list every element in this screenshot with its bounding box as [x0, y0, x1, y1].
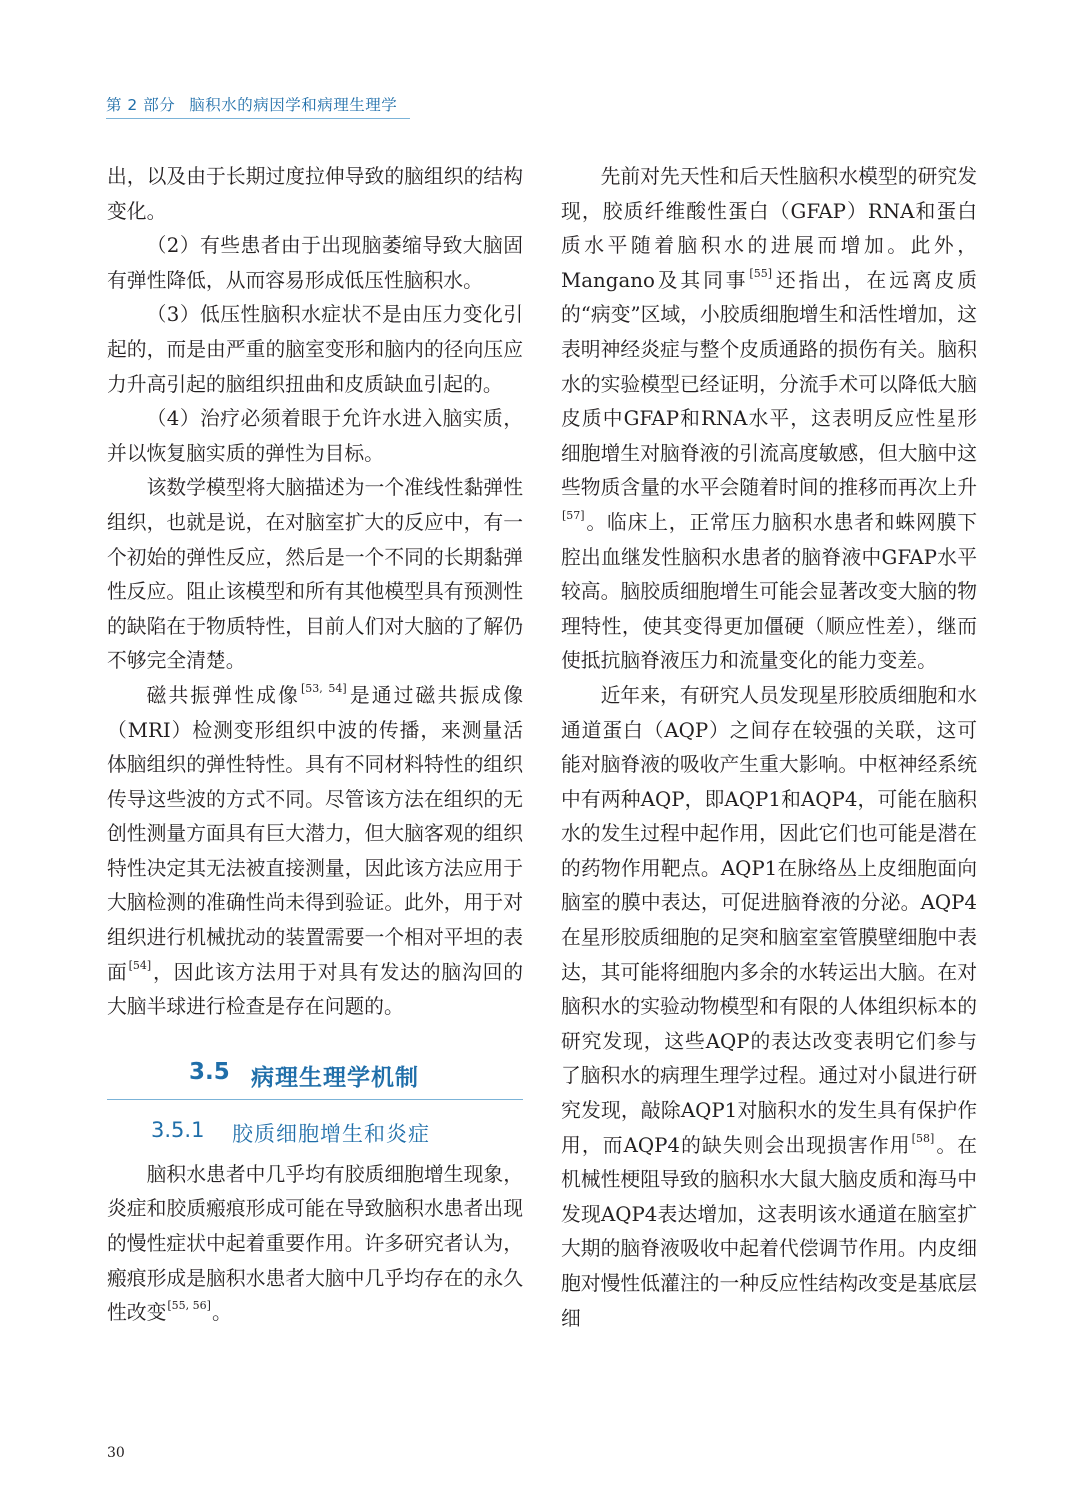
text-run: 。在机械性梗阻导致的脑积水大鼠大脑皮质和海马中发现AQP4表达增加，这表明该水通道在脑室扩大期的脑脊液吸收中起着代偿调节作用。内皮细胞对慢性低灌注的一种反应性结构改变是基底层细 — [561, 1133, 977, 1330]
right-column — [561, 160, 977, 1336]
list-item: （2）有些患者由于出现脑萎缩导致大脑固有弹性降低，从而容易形成低压性脑积水。 — [107, 234, 523, 292]
text-run: 脑积水患者中几乎均有胶质细胞增生现象，炎症和胶质瘢痕形成可能在导致脑积水患者出现的慢性症状中起着重要作用。许多研究者认为，瘢痕形成是脑积水患者大脑中几乎均存在的永久性改变 — [107, 1162, 523, 1325]
list-item: （3）低压性脑积水症状不是由压力变化引起的，而是由严重的脑室变形和脑内的径向压应力升高引起的脑组织扭曲和皮质缺血引起的。 — [107, 303, 523, 396]
text-run: 先前对先天性和后天性脑积水模型的研究发现，胶质纤维酸性蛋白（GFAP）RNA和蛋白质水平随着脑积水的进展而增加。此外，Mangano及其同事 — [561, 165, 977, 292]
header-rule — [106, 118, 410, 119]
citation: [54] — [128, 958, 152, 972]
header-title: 脑积水的病因学和病理生理学 — [189, 96, 398, 114]
citation: [58] — [911, 1131, 935, 1145]
paragraph — [107, 1158, 523, 1331]
text-run: 还指出，在远离皮质的“病变”区域，小胶质细胞增生和活性增加，这表明神经炎症与整个皮质通路的损伤有关。脑积水的实验模型已经证明，分流手术可以降低大脑皮质中GFAP和RNA水平，这表明反应性星形细胞增生对脑脊液的引流高度敏感，但大脑中这些物质含量的水平会随着时间的推移而再次上升 — [561, 268, 977, 500]
running-header — [106, 93, 397, 115]
paragraph: 该数学模型将大脑描述为一个准线性黏弹性组织，也就是说，在对脑室扩大的反应中，有一个初始的弹性反应，然后是一个不同的长期黏弹性反应。阻止该模型和所有其他模型具有预测性的缺陷在于物质特性，目前人们对大脑的了解仍不够完全清楚。 — [107, 476, 523, 673]
citation: [53, 54] — [300, 681, 347, 695]
section-title: 病理生理学机制 — [251, 1064, 419, 1091]
subsection-title: 胶质细胞增生和炎症 — [232, 1121, 430, 1146]
list-item: （4）治疗必须着眼于允许水进入脑实质，并以恢复脑实质的弹性为目标。 — [107, 407, 523, 465]
subsection-number: 3.5.1 — [151, 1117, 205, 1142]
section-heading — [107, 1055, 523, 1100]
citation: [55] — [749, 266, 773, 280]
text-run: 磁共振弹性成像 — [146, 683, 300, 707]
text-run: 。临床上，正常压力脑积水患者和蛛网膜下腔出血继发性脑积水患者的脑脊液中GFAP水平较高。脑胶质细胞增生可能会显著改变大脑的物理特性，使其变得更加僵硬（顺应性差），继而使抵抗脑脊液压力和流量变化的能力变差。 — [561, 510, 977, 673]
paragraph — [107, 679, 523, 1025]
paragraph — [561, 679, 977, 1336]
section-number: 3.5 — [189, 1058, 230, 1085]
subsection-heading — [107, 1110, 523, 1154]
page-number: 30 — [107, 1445, 125, 1461]
citation: [55, 56] — [167, 1299, 211, 1313]
text-run: 。 — [211, 1301, 232, 1325]
left-column — [107, 160, 523, 1331]
paragraph: 出，以及由于长期过度拉伸导致的脑组织的结构变化。 — [107, 165, 523, 223]
paragraph — [561, 160, 977, 679]
text-run: ，因此该方法用于对具有发达的脑沟回的大脑半球进行检查是存在问题的。 — [107, 960, 523, 1019]
citation: [57] — [562, 508, 585, 522]
header-part: 第 2 部分 — [106, 96, 176, 114]
text-run: 近年来，有研究人员发现星形胶质细胞和水通道蛋白（AQP）之间存在较强的关联，这可能对脑脊液的吸收产生重大影响。中枢神经系统中有两种AQP，即AQP1和AQP4，可能在脑积水的发生过程中起作用，因此它们也可能是潜在的药物作用靶点。AQP1在脉络丛上皮细胞面向脑室的膜中表达，可促进脑脊液的分泌。AQP4在星形胶质细胞的足突和脑室室管膜壁细胞中表达，其可能将细胞内多余的水转运出大脑。在对脑积水的实验动物模型和有限的人体组织标本的研究发现，这些AQP的表达改变表明它们参与了脑积水的病理生理学过程。通过对小鼠进行研究发现，敲除AQP1对脑积水的发生具有保护作用，而AQP4的缺失则会出现损害作用 — [561, 683, 977, 1157]
text-run: 是通过磁共振成像（MRI）检测变形组织中波的传播，来测量活体脑组织的弹性特性。具有不同材料特性的组织传导这些波的方式不同。尽管该方法在组织的无创性测量方面具有巨大潜力，但大脑客观的组织特性决定其无法被直接测量，因此该方法应用于大脑检测的准确性尚未得到验证。此外，用于对组织进行机械扰动的装置需要一个相对平坦的表面 — [107, 683, 523, 984]
